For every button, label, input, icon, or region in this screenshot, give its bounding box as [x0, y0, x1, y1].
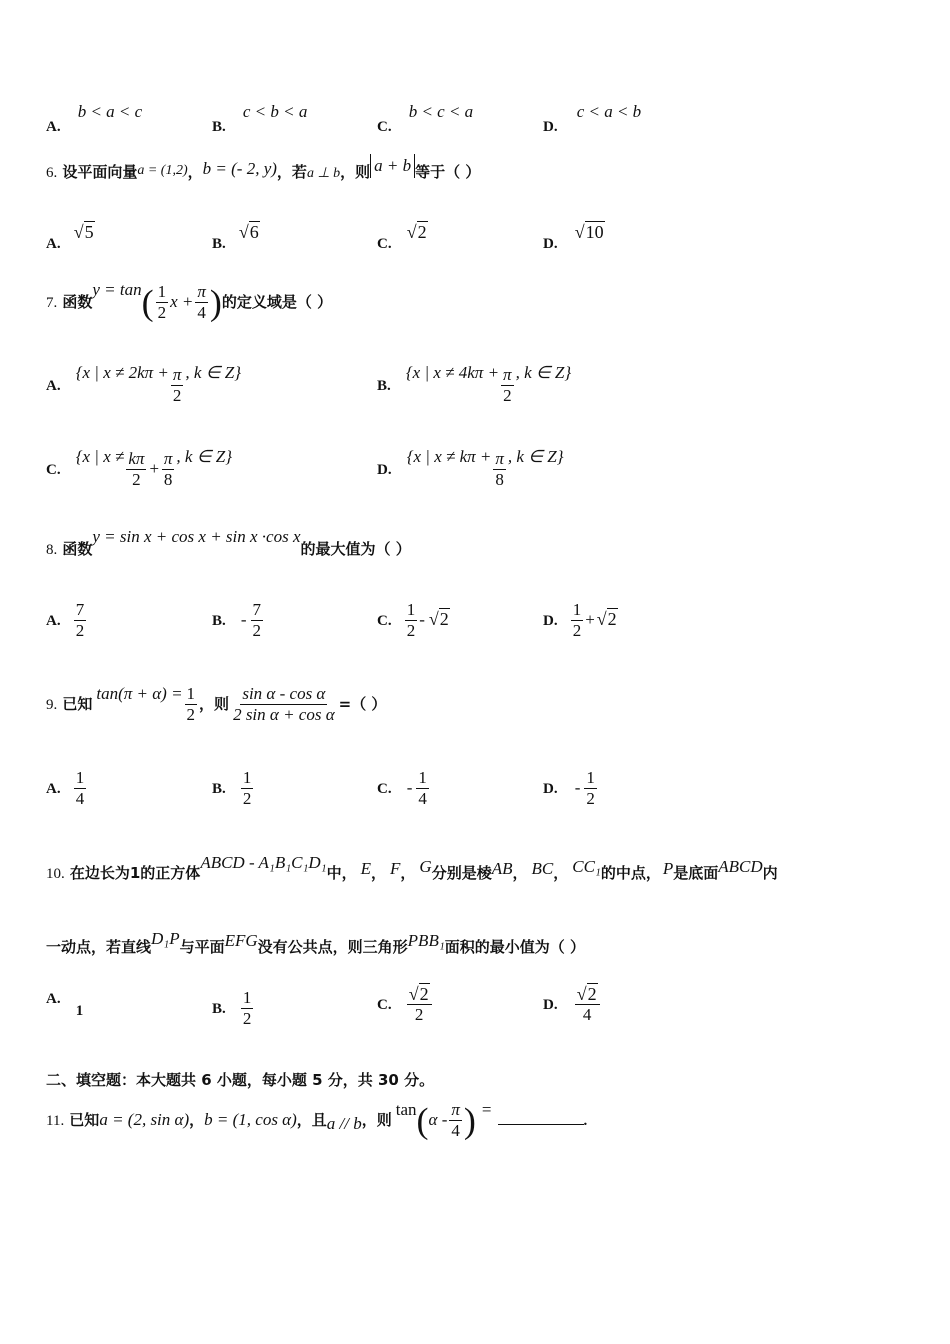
numerator: π	[495, 449, 504, 468]
question-text: ，	[189, 1111, 205, 1129]
question-number: 11.	[46, 1113, 65, 1129]
denominator: 4	[75, 789, 85, 808]
math-fraction	[171, 365, 184, 406]
q9-option-a[interactable]	[46, 768, 88, 809]
option-label: A.	[46, 378, 61, 394]
math-fraction	[195, 282, 208, 323]
math-expr: EFG	[224, 931, 258, 950]
question-text: 一动点，若直线	[46, 938, 152, 956]
question-10	[46, 853, 778, 883]
math-sign: -	[406, 778, 413, 797]
numerator: 1	[586, 768, 595, 787]
sqrt-expr: √2	[406, 222, 427, 242]
paren-right: )	[463, 1100, 476, 1141]
q10-option-a[interactable]	[46, 988, 84, 1019]
question-7	[46, 282, 332, 323]
denominator: 2	[406, 621, 416, 640]
math-expr: D₁P	[151, 929, 180, 948]
numerator: kπ	[128, 449, 145, 468]
option-expr: b < c < a	[408, 102, 474, 121]
math-fraction	[449, 1100, 462, 1141]
q6-option-b[interactable]	[212, 222, 260, 253]
q8-option-c[interactable]	[377, 600, 450, 641]
math-fraction	[416, 768, 429, 809]
option-expr: c < b < a	[242, 102, 308, 121]
math-sign: -	[240, 610, 247, 629]
math-expr: {x | x ≠	[75, 447, 125, 466]
numerator: 1	[157, 282, 167, 301]
math-expr: BC	[531, 859, 554, 878]
q10-option-b[interactable]	[212, 988, 255, 1029]
numerator: 1	[75, 768, 85, 787]
q7-option-b[interactable]	[377, 365, 571, 406]
q5-option-b[interactable]	[212, 102, 308, 136]
q9-option-c[interactable]	[377, 768, 431, 809]
numerator: 1	[572, 600, 582, 619]
question-text: 的中点，	[600, 864, 661, 882]
math-expr: a = (1,2)	[137, 163, 188, 178]
math-expr: y = tan	[92, 280, 142, 299]
math-fraction	[251, 600, 264, 641]
question-6	[46, 156, 481, 184]
radicand: 2	[439, 609, 449, 629]
denominator: 2	[503, 386, 512, 405]
denominator: 4	[197, 303, 206, 322]
radicand: 2	[587, 984, 597, 1004]
option-label: B.	[212, 1001, 226, 1017]
math-fraction	[493, 449, 506, 490]
question-number: 9.	[46, 697, 58, 713]
q9-option-d[interactable]	[543, 768, 599, 809]
question-text: 已知	[62, 695, 93, 713]
sqrt-expr: √5	[73, 222, 94, 242]
question-text: ，若	[276, 163, 307, 181]
math-expr: a // b	[326, 1114, 362, 1133]
math-expr: P	[662, 859, 674, 878]
question-8	[46, 527, 411, 559]
option-label: A.	[46, 236, 61, 252]
math-fraction	[231, 684, 337, 725]
question-text: 面积的最小值为（ ）	[444, 938, 585, 956]
question-number: 10.	[46, 866, 65, 882]
math-expr: a = (2, sin α)	[99, 1110, 190, 1129]
question-text: 1	[129, 864, 141, 882]
numerator: 1	[406, 600, 416, 619]
question-text: 函数	[62, 540, 93, 558]
denominator: 4	[451, 1121, 460, 1140]
question-text: ，	[187, 163, 203, 181]
q5-options	[0, 100, 950, 140]
option-expr: c < a < b	[576, 102, 642, 121]
math-fraction	[74, 768, 87, 809]
option-label: C.	[46, 462, 61, 478]
q8-option-b[interactable]	[212, 600, 265, 641]
math-fraction	[74, 600, 87, 641]
question-text: .	[583, 1113, 588, 1129]
math-abs: a + b	[370, 154, 415, 178]
math-expr: , k ∈ Z}	[507, 447, 564, 466]
question-text: ，则	[199, 695, 230, 713]
option-label: D.	[543, 236, 558, 252]
math-expr: AB	[491, 859, 513, 878]
numerator: 1	[418, 768, 427, 787]
question-text: 设平面向量	[62, 163, 138, 181]
math-expr: y = sin x + cos x + sin x ·cos x	[92, 527, 301, 546]
denominator: 2	[172, 386, 182, 405]
denominator: 8	[163, 470, 173, 489]
question-text: ，则	[361, 1111, 392, 1129]
q7-option-a[interactable]	[46, 365, 241, 406]
math-expr: E	[360, 859, 371, 878]
math-expr: b = (1, cos α)	[204, 1110, 297, 1129]
math-expr: PBB₁	[407, 931, 445, 950]
radicand: 5	[84, 222, 94, 242]
math-expr: G	[419, 857, 432, 876]
option-label: B.	[212, 119, 226, 135]
denominator: 2	[157, 303, 167, 322]
sqrt-expr: √2	[575, 984, 600, 1005]
option-label: B.	[212, 613, 226, 629]
numerator: π	[451, 1100, 460, 1119]
math-expr: , k ∈ Z}	[185, 363, 242, 382]
sqrt-expr: √10	[574, 222, 604, 242]
option-label: C.	[377, 613, 392, 629]
denominator: 2	[186, 705, 196, 724]
denominator: 2	[242, 1009, 252, 1028]
option-label: D.	[543, 781, 558, 797]
math-expr: ABCD	[718, 857, 763, 876]
denominator: 2	[252, 621, 262, 640]
math-expr: x +	[170, 292, 194, 311]
question-text: 的正方体	[140, 864, 201, 882]
math-expr: a ⊥ b	[306, 166, 341, 181]
q8-option-d[interactable]	[543, 600, 618, 641]
denominator: 2	[414, 1005, 424, 1024]
math-expr: {x | x ≠ 2kπ +	[75, 363, 169, 382]
question-text: 分别是棱	[431, 864, 492, 882]
numerator: 1	[242, 768, 252, 787]
paren-left: (	[141, 282, 154, 323]
math-expr: F	[390, 859, 401, 878]
question-11	[46, 1100, 587, 1141]
q7-option-d[interactable]	[377, 449, 564, 490]
math-expr: CC₁	[572, 857, 601, 876]
q5-option-d[interactable]	[543, 102, 642, 136]
math-expr: , k ∈ Z}	[176, 447, 233, 466]
q8-option-a[interactable]	[46, 600, 88, 641]
question-10-line-2	[46, 929, 585, 957]
sqrt-expr: √2	[596, 609, 617, 629]
math-expr: tan(π + α) =	[96, 684, 183, 703]
question-text: 已知	[69, 1111, 100, 1129]
denominator: 4	[582, 1005, 592, 1024]
option-label: C.	[377, 236, 392, 252]
math-expr: b = (- 2, y)	[202, 159, 277, 178]
radicand: 2	[417, 222, 427, 242]
numerator: π	[503, 365, 512, 384]
option-label: B.	[377, 378, 391, 394]
math-expr: , k ∈ Z}	[515, 363, 572, 382]
numerator: π	[197, 282, 206, 301]
option-value: 1	[75, 1003, 84, 1019]
question-text: 内	[762, 864, 778, 882]
option-label: D.	[543, 119, 558, 135]
q10-option-d[interactable]	[543, 984, 602, 1025]
math-fraction	[405, 600, 418, 641]
numerator: 7	[75, 600, 85, 619]
math-fraction	[501, 365, 514, 406]
paren-right: )	[209, 282, 222, 323]
denominator: 2	[75, 621, 85, 640]
math-fraction	[571, 600, 584, 641]
sqrt-expr: √6	[238, 222, 259, 242]
math-fraction	[126, 449, 146, 490]
math-expr: +	[148, 459, 160, 478]
radicand: 10	[585, 222, 604, 242]
denominator: 2	[132, 470, 141, 489]
denominator: 2	[572, 621, 582, 640]
option-expr: b < a < c	[77, 102, 143, 121]
option-label: C.	[377, 997, 392, 1013]
radicand: 2	[607, 609, 617, 629]
math-fraction	[162, 449, 175, 490]
denominator: 8	[495, 470, 504, 489]
question-text: 的最大值为（ ）	[300, 540, 411, 558]
q9-option-b[interactable]	[212, 768, 255, 809]
question-text: 在边长为	[69, 864, 130, 882]
section-heading: 二、填空题：本大题共 6 小题，每小题 5 分，共 30 分。	[46, 1071, 435, 1089]
numerator: sin α - cos α	[242, 684, 326, 703]
math-fraction	[575, 984, 600, 1025]
question-text: =（ ）	[338, 695, 387, 713]
question-number: 8.	[46, 542, 58, 558]
q10-option-c[interactable]	[377, 984, 434, 1025]
question-text: 没有公共点，则三角形	[257, 938, 408, 956]
question-text: ，	[370, 864, 386, 882]
question-text: ，且	[296, 1111, 327, 1129]
question-text: ，	[400, 864, 416, 882]
numerator: π	[163, 449, 173, 468]
denominator: 2 sin α + cos α	[233, 705, 335, 724]
question-text: 的定义域是（ ）	[221, 293, 333, 311]
option-label: D.	[377, 462, 392, 478]
option-label: A.	[46, 781, 61, 797]
math-expr: α -	[428, 1110, 448, 1129]
option-label: A.	[46, 613, 61, 629]
math-expr: {x | x ≠ kπ +	[406, 447, 492, 466]
radicand: 6	[249, 222, 259, 242]
math-expr: =	[481, 1100, 492, 1119]
math-sign: -	[419, 610, 425, 629]
question-text: 与平面	[179, 938, 225, 956]
math-expr: ABCD - A₁B₁C₁D₁	[200, 853, 327, 872]
question-text: ，	[553, 864, 569, 882]
question-number: 7.	[46, 295, 58, 311]
math-fraction	[584, 768, 597, 809]
q6-options	[0, 218, 950, 254]
q7-option-c[interactable]	[46, 449, 232, 490]
answer-blank[interactable]	[498, 1110, 584, 1125]
numerator: π	[172, 365, 182, 384]
option-label: B.	[212, 236, 226, 252]
denominator: 2	[586, 789, 595, 808]
math-expr: {x | x ≠ 4kπ +	[405, 363, 500, 382]
math-fraction	[156, 282, 169, 323]
paren-left: (	[416, 1100, 429, 1141]
question-text: 函数	[62, 293, 93, 311]
denominator: 2	[242, 789, 252, 808]
denominator: 4	[418, 789, 427, 808]
math-sign: +	[585, 610, 595, 629]
math-sign: -	[574, 778, 581, 797]
question-text: 中，	[326, 864, 357, 882]
question-text: 等于（ ）	[415, 163, 481, 181]
q5-option-a[interactable]	[46, 102, 143, 136]
question-text: ，则	[340, 163, 371, 181]
q6-option-a[interactable]	[46, 222, 95, 253]
question-text: ，	[512, 864, 528, 882]
sqrt-expr: √2	[407, 984, 432, 1005]
math-fraction	[407, 984, 432, 1025]
option-label: C.	[377, 119, 392, 135]
option-label: D.	[543, 997, 558, 1013]
question-number: 6.	[46, 165, 58, 181]
q6-option-d[interactable]	[543, 222, 605, 253]
math-fraction	[185, 684, 198, 725]
question-9	[46, 684, 386, 725]
q5-option-c[interactable]	[377, 102, 474, 136]
numerator: 7	[252, 600, 262, 619]
q6-option-c[interactable]	[377, 222, 428, 253]
numerator: 1	[242, 988, 252, 1007]
numerator: 1	[186, 684, 196, 703]
option-label: A.	[46, 119, 61, 135]
sqrt-expr: √2	[428, 609, 449, 629]
option-label: C.	[377, 781, 392, 797]
math-expr: tan	[395, 1100, 417, 1119]
math-fraction	[241, 768, 254, 809]
radicand: 2	[419, 984, 429, 1004]
question-text: 是底面	[673, 864, 719, 882]
option-label: A.	[46, 991, 61, 1007]
option-label: B.	[212, 781, 226, 797]
option-label: D.	[543, 613, 558, 629]
math-fraction	[241, 988, 254, 1029]
